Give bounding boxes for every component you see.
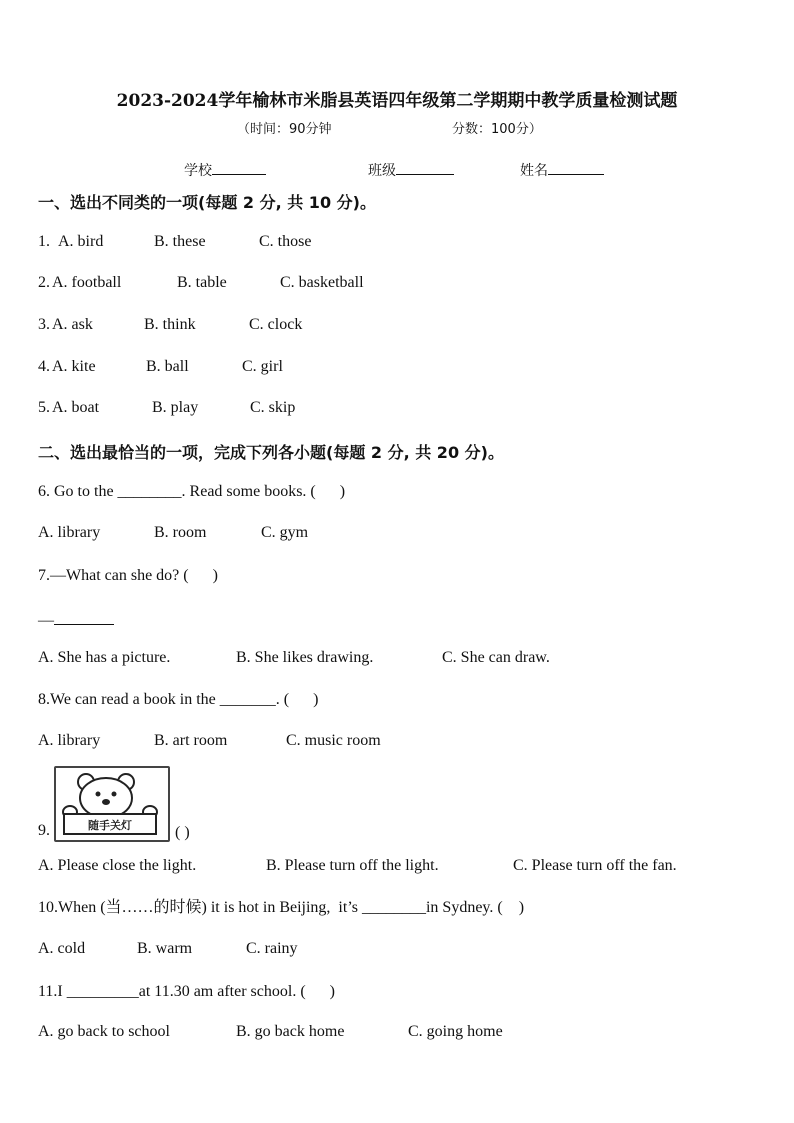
turn-off-light-sign-image — [54, 766, 170, 842]
q1-option-b[interactable]: B. these — [154, 233, 206, 250]
q8-option-a[interactable]: A. library — [38, 732, 101, 749]
q4-option-a[interactable]: A. kite — [52, 358, 96, 375]
page-title: 2023-2024学年榆林市米脂县英语四年级第二学期期中教学质量检测试题 — [116, 91, 678, 111]
q11-option-a[interactable]: A. go back to school — [38, 1023, 170, 1040]
q3-option-a[interactable]: A. ask — [52, 316, 93, 333]
school-field[interactable] — [184, 160, 266, 180]
q4-option-b[interactable]: B. ball — [146, 358, 189, 375]
bear-sign-illustration — [56, 768, 168, 840]
class-label: 班级 — [368, 163, 396, 179]
q7-blank[interactable] — [54, 610, 114, 625]
q5-option-c[interactable]: C. skip — [250, 399, 296, 416]
name-label: 姓名 — [520, 163, 548, 179]
q11-option-b[interactable]: B. go back home — [236, 1023, 345, 1040]
q5-number: 5. — [38, 399, 50, 416]
q11-option-c[interactable]: C. going home — [408, 1023, 503, 1040]
q5-option-b[interactable]: B. play — [152, 399, 199, 416]
q6-option-b[interactable]: B. room — [154, 524, 207, 541]
q7-stem: 7.—What can she do? ( ) — [38, 567, 218, 584]
q6-option-a[interactable]: A. library — [38, 524, 101, 541]
q9-answer-paren[interactable]: ( ) — [175, 824, 190, 841]
section1-heading: 一、选出不同类的一项(每题 2 分, 共 10 分)。 — [38, 193, 376, 212]
class-field[interactable] — [368, 160, 454, 180]
sign-text: 随手关灯 — [88, 819, 132, 832]
q1-option-a[interactable]: A. bird — [58, 233, 104, 250]
q8-option-c[interactable]: C. music room — [286, 732, 381, 749]
q5-option-a[interactable]: A. boat — [52, 399, 100, 416]
q9-number: 9. — [38, 822, 50, 839]
name-field[interactable] — [520, 160, 604, 180]
q10-stem: 10.When (当……的时候) it is hot in Beijing, it’s ________in Sydney. ( ) — [38, 899, 525, 916]
q3-option-c[interactable]: C. clock — [249, 316, 303, 333]
q9-option-b[interactable]: B. Please turn off the light. — [266, 857, 439, 874]
q2-option-c[interactable]: C. basketball — [280, 274, 364, 291]
q2-option-b[interactable]: B. table — [177, 274, 227, 291]
q8-stem: 8.We can read a book in the _______. ( ) — [38, 691, 319, 708]
q6-option-c[interactable]: C. gym — [261, 524, 309, 541]
section2-heading: 二、选出最恰当的一项，完成下列各小题(每题 2 分, 共 20 分)。 — [38, 443, 504, 462]
q3-option-b[interactable]: B. think — [144, 316, 196, 333]
q1-number: 1. — [38, 233, 50, 250]
q9-option-c[interactable]: C. Please turn off the fan. — [513, 857, 677, 874]
name-blank[interactable] — [548, 160, 604, 175]
q6-stem: 6. Go to the ________. Read some books. ( ) — [38, 483, 346, 500]
q7-option-b[interactable]: B. She likes drawing. — [236, 649, 374, 666]
q10-option-a[interactable]: A. cold — [38, 940, 86, 957]
q7-answer-line[interactable] — [38, 610, 114, 630]
q4-number: 4. — [38, 358, 50, 375]
exam-score: 分数：100分） — [452, 122, 542, 137]
q2-option-a[interactable]: A. football — [52, 274, 122, 291]
q2-number: 2. — [38, 274, 50, 291]
q9-option-a[interactable]: A. Please close the light. — [38, 857, 197, 874]
q7-dash: — — [38, 612, 54, 629]
q10-option-c[interactable]: C. rainy — [246, 940, 298, 957]
q8-option-b[interactable]: B. art room — [154, 732, 228, 749]
school-blank[interactable] — [212, 160, 266, 175]
q1-option-c[interactable]: C. those — [259, 233, 312, 250]
class-blank[interactable] — [396, 160, 454, 175]
q7-option-a[interactable]: A. She has a picture. — [38, 649, 171, 666]
exam-time: （时间：90分钟 — [237, 122, 332, 137]
q10-option-b[interactable]: B. warm — [137, 940, 193, 957]
school-label: 学校 — [184, 163, 212, 179]
q3-number: 3. — [38, 316, 50, 333]
q7-option-c[interactable]: C. She can draw. — [442, 649, 550, 666]
q11-stem: 11.I _________at 11.30 am after school. ( ) — [38, 983, 335, 1000]
q4-option-c[interactable]: C. girl — [242, 358, 283, 375]
